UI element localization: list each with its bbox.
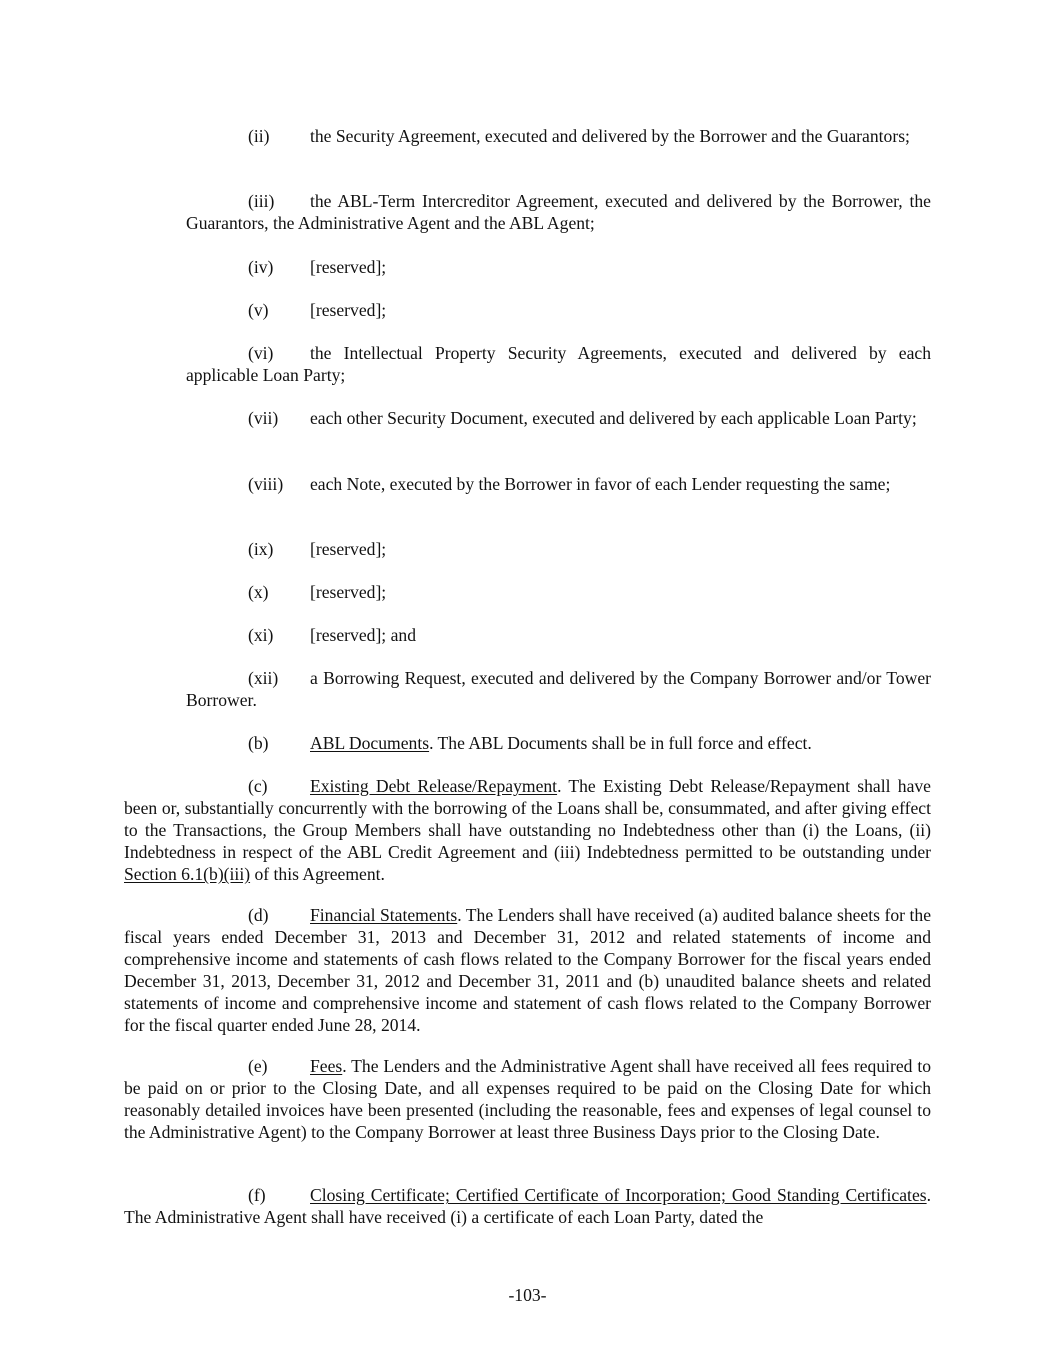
clause-number: (d)	[248, 905, 269, 925]
subclause-iii	[186, 190, 931, 234]
subclause-xii	[186, 667, 931, 711]
clause-number: (f)	[248, 1185, 266, 1205]
subclause-vi	[186, 342, 931, 386]
subclause-number: (x)	[248, 582, 269, 602]
clause-text: . The Existing Debt Release/Repayment shall have been or, substantially concurrently with the borrowing of the Loans shall be, consummated, and after giving effect to the Transactions, the Group Members shall have outstanding no Indebtedness other than (i) the Loans, (ii) Indebtedness in respect of the ABL Credit Agreement and (iii) Indebtedness permitted to be outstanding under	[124, 776, 931, 862]
clause-text: . The Lenders and the Administrative Agent shall have received all fees required to be paid on or prior to the Closing Date, and all expenses required to be paid on the Closing Date for which reasonably detailed invoices have been presented (including the reasonable, fees and expenses of legal counsel to the Administrative Agent) to the Company Borrower at least three Business Days prior to the Closing Date.	[124, 1056, 931, 1142]
subclause-number: (ix)	[248, 539, 274, 559]
subclause-vii	[186, 407, 931, 429]
section-reference: Section 6.1(b)(iii)	[124, 864, 251, 884]
clause-b	[124, 732, 931, 754]
subclause-text: each Note, executed by the Borrower in favor of each Lender requesting the same;	[310, 474, 891, 494]
clause-text: . The Administrative Agent shall have received (i) a certificate of each Loan Party, dated the	[124, 1185, 931, 1227]
subclause-number: (viii)	[248, 474, 284, 494]
clause-number: (b)	[248, 733, 269, 753]
subclause-number: (vii)	[248, 408, 279, 428]
subclause-number: (vi)	[248, 343, 274, 363]
subclause-number: (v)	[248, 300, 269, 320]
subclause-text: the Security Agreement, executed and delivered by the Borrower and the Guarantors;	[310, 126, 910, 146]
subclause-text: a Borrowing Request, executed and delivered by the Company Borrower and/or Tower Borrower.	[186, 668, 931, 710]
subclause-ii	[186, 125, 931, 147]
subclause-number: (ii)	[248, 126, 270, 146]
subclause-xi	[186, 624, 931, 646]
subclause-text: [reserved];	[310, 582, 387, 602]
clause-e	[124, 1055, 931, 1143]
clause-text: . The Lenders shall have received (a) audited balance sheets for the fiscal years ended December 31, 2013 and December 31, 2012 and related statements of income and comprehensive income and statements of cash flows related to the Company Borrower for the fiscal years ended December 31, 2013, December 31, 2012 and December 31, 2011 and (b) unaudited balance sheets and related statements of income and comprehensive income and statement of cash flows related to the Company Borrower for the fiscal quarter ended June 28, 2014.	[124, 905, 932, 1035]
page-number: -103-	[508, 1285, 547, 1305]
subclause-text: each other Security Document, executed and delivered by each applicable Loan Party;	[310, 408, 917, 428]
clause-heading: Existing Debt Release/Repayment	[310, 776, 558, 796]
clause-f	[124, 1184, 931, 1228]
subclause-v	[186, 299, 931, 321]
subclause-number: (iii)	[248, 191, 275, 211]
clause-number: (c)	[248, 776, 268, 796]
subclause-text: [reserved];	[310, 539, 387, 559]
subclause-text: [reserved]; and	[310, 625, 416, 645]
subclause-number: (iv)	[248, 257, 274, 277]
clause-text-end: of this Agreement.	[250, 864, 385, 884]
subclause-text: the Intellectual Property Security Agreements, executed and delivered by each applicable Loan Party;	[186, 343, 931, 385]
clause-text: . The ABL Documents shall be in full force and effect.	[429, 733, 812, 753]
subclause-ix	[186, 538, 931, 560]
clause-heading: Financial Statements	[310, 905, 458, 925]
clause-c	[124, 775, 931, 885]
clause-heading: ABL Documents	[310, 733, 430, 753]
clause-heading: Closing Certificate; Certified Certificate of Incorporation; Good Standing Certificates	[310, 1185, 927, 1205]
clause-number: (e)	[248, 1056, 268, 1076]
subclause-text: [reserved];	[310, 300, 387, 320]
subclause-number: (xi)	[248, 625, 274, 645]
subclause-text: the ABL-Term Intercreditor Agreement, executed and delivered by the Borrower, the Guarantors, the Administrative Agent and the ABL Agent;	[186, 191, 931, 233]
clause-d	[124, 904, 931, 1036]
subclause-viii	[186, 473, 931, 495]
subclause-text: [reserved];	[310, 257, 387, 277]
clause-heading: Fees	[310, 1056, 343, 1076]
subclause-number: (xii)	[248, 668, 279, 688]
subclause-iv	[186, 256, 931, 278]
subclause-x	[186, 581, 931, 603]
